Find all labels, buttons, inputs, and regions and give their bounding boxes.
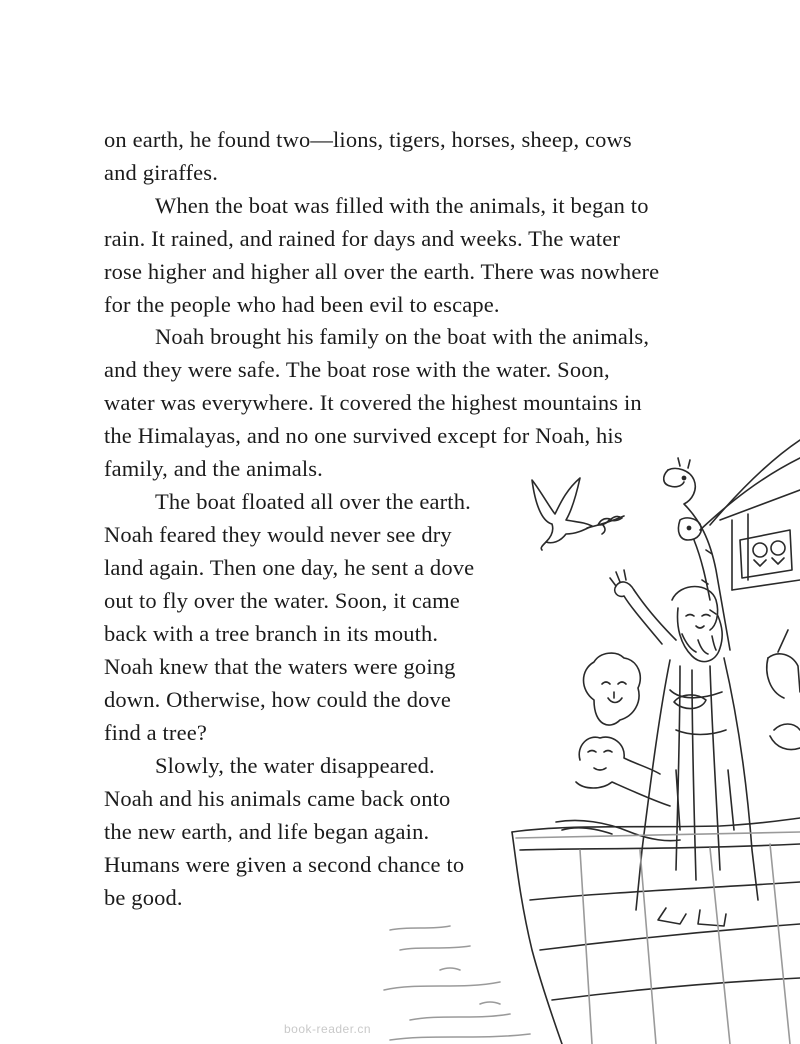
text-line: When the boat was filled with the animals, it began to: [155, 193, 649, 218]
ark-hull: [512, 818, 800, 1044]
text-line: Noah knew that the waters were going: [104, 654, 456, 679]
text-line: be good.: [104, 885, 183, 910]
text-line: back with a tree branch in its mouth.: [104, 621, 439, 646]
animals-right: [767, 630, 800, 750]
text-line: and giraffes.: [104, 160, 218, 185]
text-line: down. Otherwise, how could the dove: [104, 687, 452, 712]
noah-ark-illustration: [380, 430, 800, 1044]
text-line: rain. It rained, and rained for days and weeks. The water: [104, 226, 621, 251]
text-line: on earth, he found two—lions, tigers, horses, sheep, cows: [104, 127, 632, 152]
text-line: The boat floated all over the earth.: [155, 489, 471, 514]
noah-figure: [610, 570, 758, 926]
watermark-text: book-reader.cn: [284, 1022, 372, 1036]
text-line: Noah and his animals came back onto: [104, 786, 451, 811]
text-line: water was everywhere. It covered the highest mountains in: [104, 390, 642, 415]
text-line: the new earth, and life began again.: [104, 819, 430, 844]
text-line: family, and the animals.: [104, 456, 323, 481]
text-line: and they were safe. The boat rose with the water. Soon,: [104, 357, 610, 382]
water-waves: [384, 926, 530, 1040]
text-line: land again. Then one day, he sent a dove: [104, 555, 475, 580]
text-line: find a tree?: [104, 720, 207, 745]
text-line: rose higher and higher all over the earth. There was nowhere: [104, 259, 660, 284]
text-line: Noah brought his family on the boat with the animals,: [155, 324, 650, 349]
lion-icon: [584, 653, 641, 725]
text-line: the Himalayas, and no one survived except for Noah, his: [104, 423, 623, 448]
text-line: Humans were given a second chance to: [104, 852, 465, 877]
text-line: Noah feared they would never see dry: [104, 522, 452, 547]
lioness-icon: [556, 737, 680, 841]
text-line: out to fly over the water. Soon, it came: [104, 588, 460, 613]
text-line: Slowly, the water disappeared.: [155, 753, 435, 778]
dove-icon: [532, 478, 624, 550]
text-line: for the people who had been evil to escape.: [104, 292, 500, 317]
